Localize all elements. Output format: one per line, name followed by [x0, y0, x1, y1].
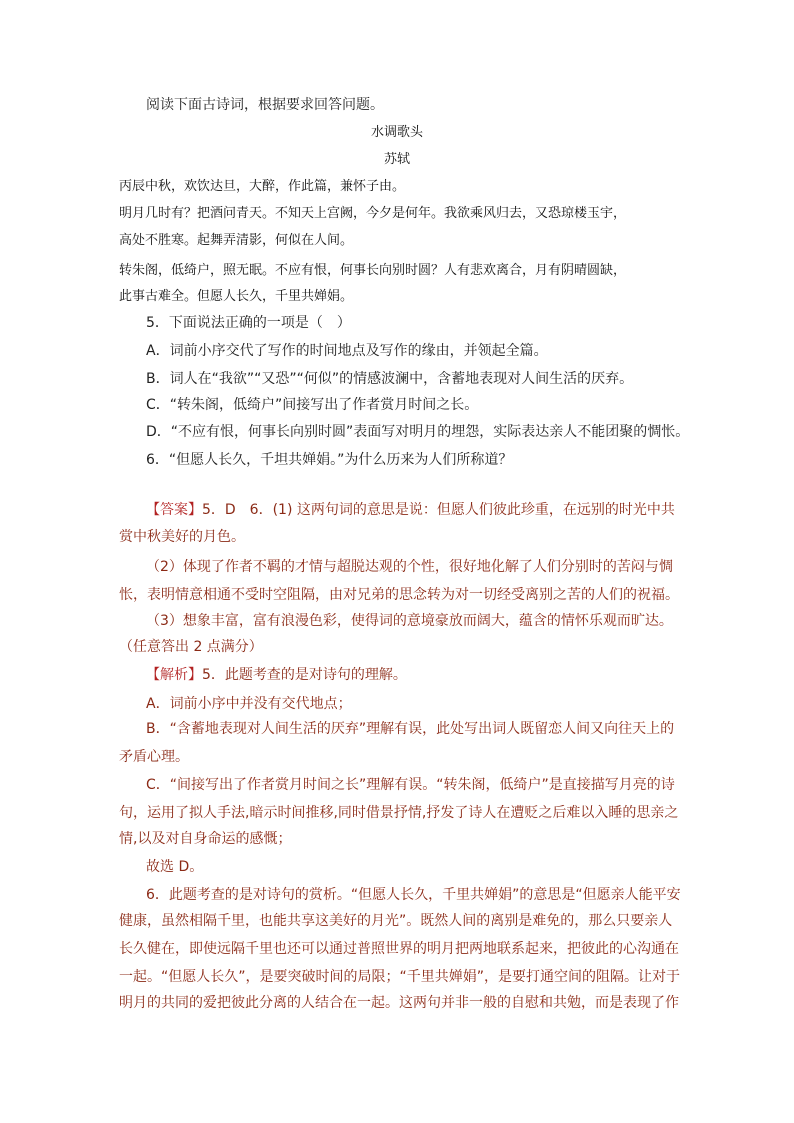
analysis-line: 健康，虽然相隔千里，也能共享这美好的月光”。既然人间的离别是难免的，那么只要亲人: [119, 913, 673, 929]
analysis-line: C．“间接写出了作者赏月时间之长”理解有误。“转朱阁，低绮户”是直接描写月亮的诗: [146, 777, 675, 793]
analysis-line: B．“含蓄地表现对人间生活的厌弃”理解有误，此处写出词人既留恋人间又向往天上的: [146, 721, 675, 737]
poem-line: 明月几时有？把酒问青天。不知天上宫阙，今夕是何年。我欲乘风归去，又恐琼楼玉宇，: [119, 206, 627, 221]
analysis-line: 情,以及对自身命运的感慨；: [119, 831, 292, 847]
analysis-line: 6．此题考查的是对诗句的赏析。“但愿人长久，千里共婵娟”的意思是“但愿亲人能平安: [146, 887, 681, 903]
poem-title: 水调歌头: [370, 125, 423, 140]
option-a: A．词前小序交代了写作的时间地点及写作的缘由，并领起全篇。: [146, 343, 548, 359]
question-6-stem: 6．“但愿人长久，千坦共婵娟。”为什么历来为人们所称道？: [146, 452, 513, 468]
analysis-line: 明月的共同的爱把彼此分离的人结合在一起。这两句并非一般的自慰和共勉，而是表现了作: [119, 995, 679, 1011]
option-d: D．“不应有恨，何事长向别时圆”表面写对明月的埋怨，实际表达亲人不能团聚的惆怅。: [146, 424, 690, 440]
analysis-line: 故选 D。: [146, 859, 204, 875]
poem-preface: 丙辰中秋，欢饮达旦，大醉，作此篇，兼怀子由。: [119, 179, 406, 194]
answer-tag: 【答案】: [146, 502, 202, 518]
analysis-tag: 【解析】: [146, 667, 202, 683]
analysis-line: 【解析】5．此题考查的是对诗句的理解。: [146, 667, 407, 683]
analysis-line: 句，运用了拟人手法,暗示时间推移,同时借景抒情,抒发了诗人在遭贬之后难以入睡的思亲之: [119, 805, 679, 821]
answer-line: 【答案】5．D 6．(1) 这两句词的意思是说：但愿人们彼此珍重，在远别的时光中共: [146, 502, 675, 518]
option-b: B．词人在“我欲”“又恐”“何似”的情感波澜中，含蓄地表现对人间生活的厌弃。: [146, 371, 634, 387]
answer-line: （任意答出 2 点满分）: [119, 639, 263, 655]
question-5-stem: 5．下面说法正确的一项是（ ）: [146, 315, 351, 331]
answer-line: 怅，表明情意相通不受时空阻隔，由对兄弟的思念转为对一切经受离别之苦的人们的祝福。: [119, 587, 679, 603]
analysis-line: 矛盾心理。: [119, 749, 189, 765]
analysis-line: 长久健在，即使远隔千里也还可以通过普照世界的明月把两地联系起来，把彼此的心沟通在: [119, 941, 679, 957]
analysis-line: 一起。“但愿人长久”，是要突破时间的局限；“千里共婵娟”，是要打通空间的阻隔。让对于: [119, 969, 681, 985]
poem-line: 此事古难全。但愿人长久，千里共婵娟。: [119, 289, 354, 304]
answer-line: （3）想象丰富，富有浪漫色彩，使得词的意境豪放而阔大，蕴含的情怀乐观而旷达。: [146, 613, 673, 629]
answer-line: 赏中秋美好的月色。: [119, 529, 245, 545]
poem-line: 转朱阁，低绮户，照无眠。不应有恨，何事长向别时圆？人有悲欢离合，月有阴晴圆缺，: [119, 263, 627, 278]
option-c: C．“转朱阁，低绮户”间接写出了作者赏月时间之长。: [146, 397, 479, 413]
poem-line: 高处不胜寒。起舞弄清影，何似在人间。: [119, 233, 354, 248]
intro-text: 阅读下面古诗词，根据要求回答问题。: [146, 97, 384, 113]
analysis-line: A．词前小序中并没有交代地点；: [146, 696, 352, 712]
poem-author: 苏轼: [383, 152, 410, 167]
answer-line: （2）体现了作者不羁的才情与超脱达观的个性，很好地化解了人们分别时的苦闷与惆: [146, 559, 673, 575]
